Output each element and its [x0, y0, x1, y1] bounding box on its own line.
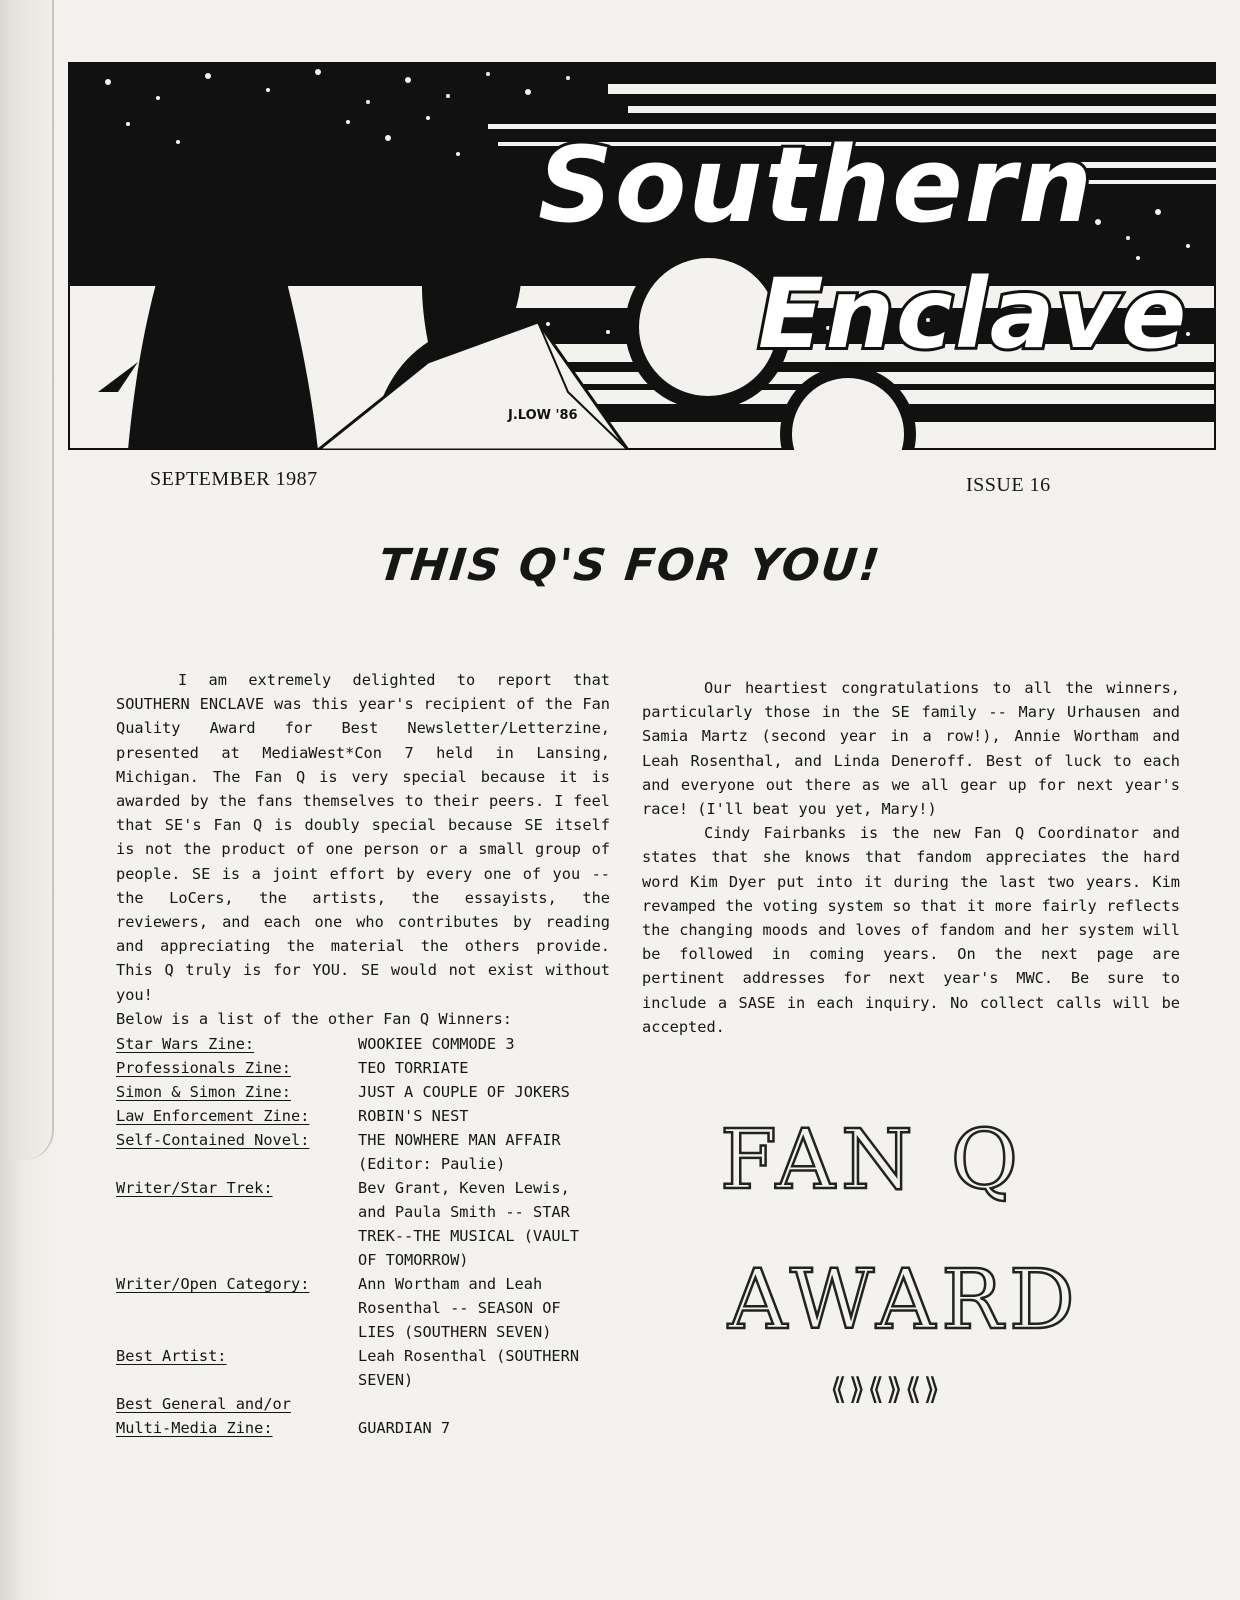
issue-date: SEPTEMBER 1987	[150, 468, 318, 490]
masthead-banner	[68, 62, 1216, 450]
right-column	[642, 676, 1180, 1039]
artist-signature: J.LOW '86	[508, 408, 578, 423]
winner-row	[116, 1128, 616, 1176]
page-edge	[0, 0, 62, 1600]
intro-paragraph: I am extremely delighted to report that SOUTHERN ENCLAVE was this year's recipient of the Fan Quality Award for Best Newsletter/Letterzine, presented at MediaWest*Con 7 held in Lansing, Michigan. The Fan Q is very special because it is awarded by the fans themselves to their peers. I feel that SE's Fan Q is doubly special because SE itself is not the product of one person or a small group of people. SE is a joint effort by every one of you -- the LoCers, the artists, the essayists, the reviewers, and each one who contributes by reading and appreciating the material the others provide. This Q truly is for YOU. SE would not exist without you!	[116, 671, 610, 1004]
winner-title: TEO TORRIATE	[358, 1059, 469, 1077]
congratulations-paragraph: Our heartiest congratulations to all the winners, particularly those in the SE family -- Mary Urhausen and Samia Martz (second year in a row!), Annie Wortham and Leah Rosenthal, and Linda Deneroff. Best of luck to each and everyone out there as we all gear up for next year's race! (I'll beat you yet, Mary!)	[642, 679, 1180, 819]
winner-title: GUARDIAN 7	[358, 1419, 451, 1437]
winner-row	[116, 1104, 616, 1128]
winner-title: Ann Wortham and Leah Rosenthal -- SEASON OF LIES (SOUTHERN SEVEN)	[358, 1275, 561, 1341]
winner-row	[116, 1344, 616, 1392]
winner-category: Simon & Simon Zine:	[116, 1083, 291, 1101]
winner-category: Best General and/or Multi-Media Zine:	[116, 1395, 291, 1437]
masthead-title-enclave: Enclave	[758, 258, 1189, 370]
winner-row	[116, 1032, 616, 1056]
winner-title: ROBIN'S NEST	[358, 1107, 469, 1125]
winner-row	[116, 1272, 616, 1344]
winner-title: THE NOWHERE MAN AFFAIR (Editor: Paulie)	[358, 1131, 561, 1173]
award-logo-line2: AWARD	[728, 1253, 1081, 1348]
masthead-title-southern: Southern	[538, 124, 1095, 246]
winner-category: Self-Contained Novel:	[116, 1131, 310, 1149]
winners-list	[116, 1032, 616, 1440]
winner-title: JUST A COUPLE OF JOKERS	[358, 1083, 570, 1101]
winner-title: Bev Grant, Keven Lewis, and Paula Smith -- STAR TREK--THE MUSICAL (VAULT OF TOMORROW)	[358, 1179, 580, 1269]
winner-category: Best Artist:	[116, 1347, 227, 1365]
winner-category: Writer/Star Trek:	[116, 1179, 273, 1197]
coordinator-paragraph: Cindy Fairbanks is the new Fan Q Coordinator and states that she knows that fandom appreciates the hard word Kim Dyer put into it during the last two years. Kim revamped the voting system so that it more fairly reflects the changing moods and loves of fandom and her system will be followed in coming years. On the next page are pertinent addresses for next year's MWC. Be sure to include a SASE in each inquiry. No collect calls will be accepted.	[642, 824, 1180, 1036]
winner-category: Law Enforcement Zine:	[116, 1107, 310, 1125]
winner-title: WOOKIEE COMMODE 3	[358, 1035, 515, 1053]
winner-category: Star Wars Zine:	[116, 1035, 255, 1053]
winners-intro: Below is a list of the other Fan Q Winners:	[116, 1009, 513, 1028]
winner-category: Writer/Open Category:	[116, 1275, 310, 1293]
winner-category: Professionals Zine:	[116, 1059, 291, 1077]
left-column	[116, 668, 610, 1031]
issue-number: ISSUE 16	[966, 474, 1051, 496]
winner-row	[116, 1392, 616, 1440]
winner-row	[116, 1080, 616, 1104]
award-logo-line1: FAN Q	[720, 1113, 1025, 1208]
winner-title: Leah Rosenthal (SOUTHERN SEVEN)	[358, 1347, 580, 1389]
headline: THIS Q'S FOR YOU!	[376, 540, 884, 591]
award-ornament: ⟪⟫⟪⟫⟪⟫	[830, 1372, 943, 1407]
winner-row	[116, 1176, 616, 1272]
winner-row	[116, 1056, 616, 1080]
masthead-artwork	[68, 62, 1216, 450]
